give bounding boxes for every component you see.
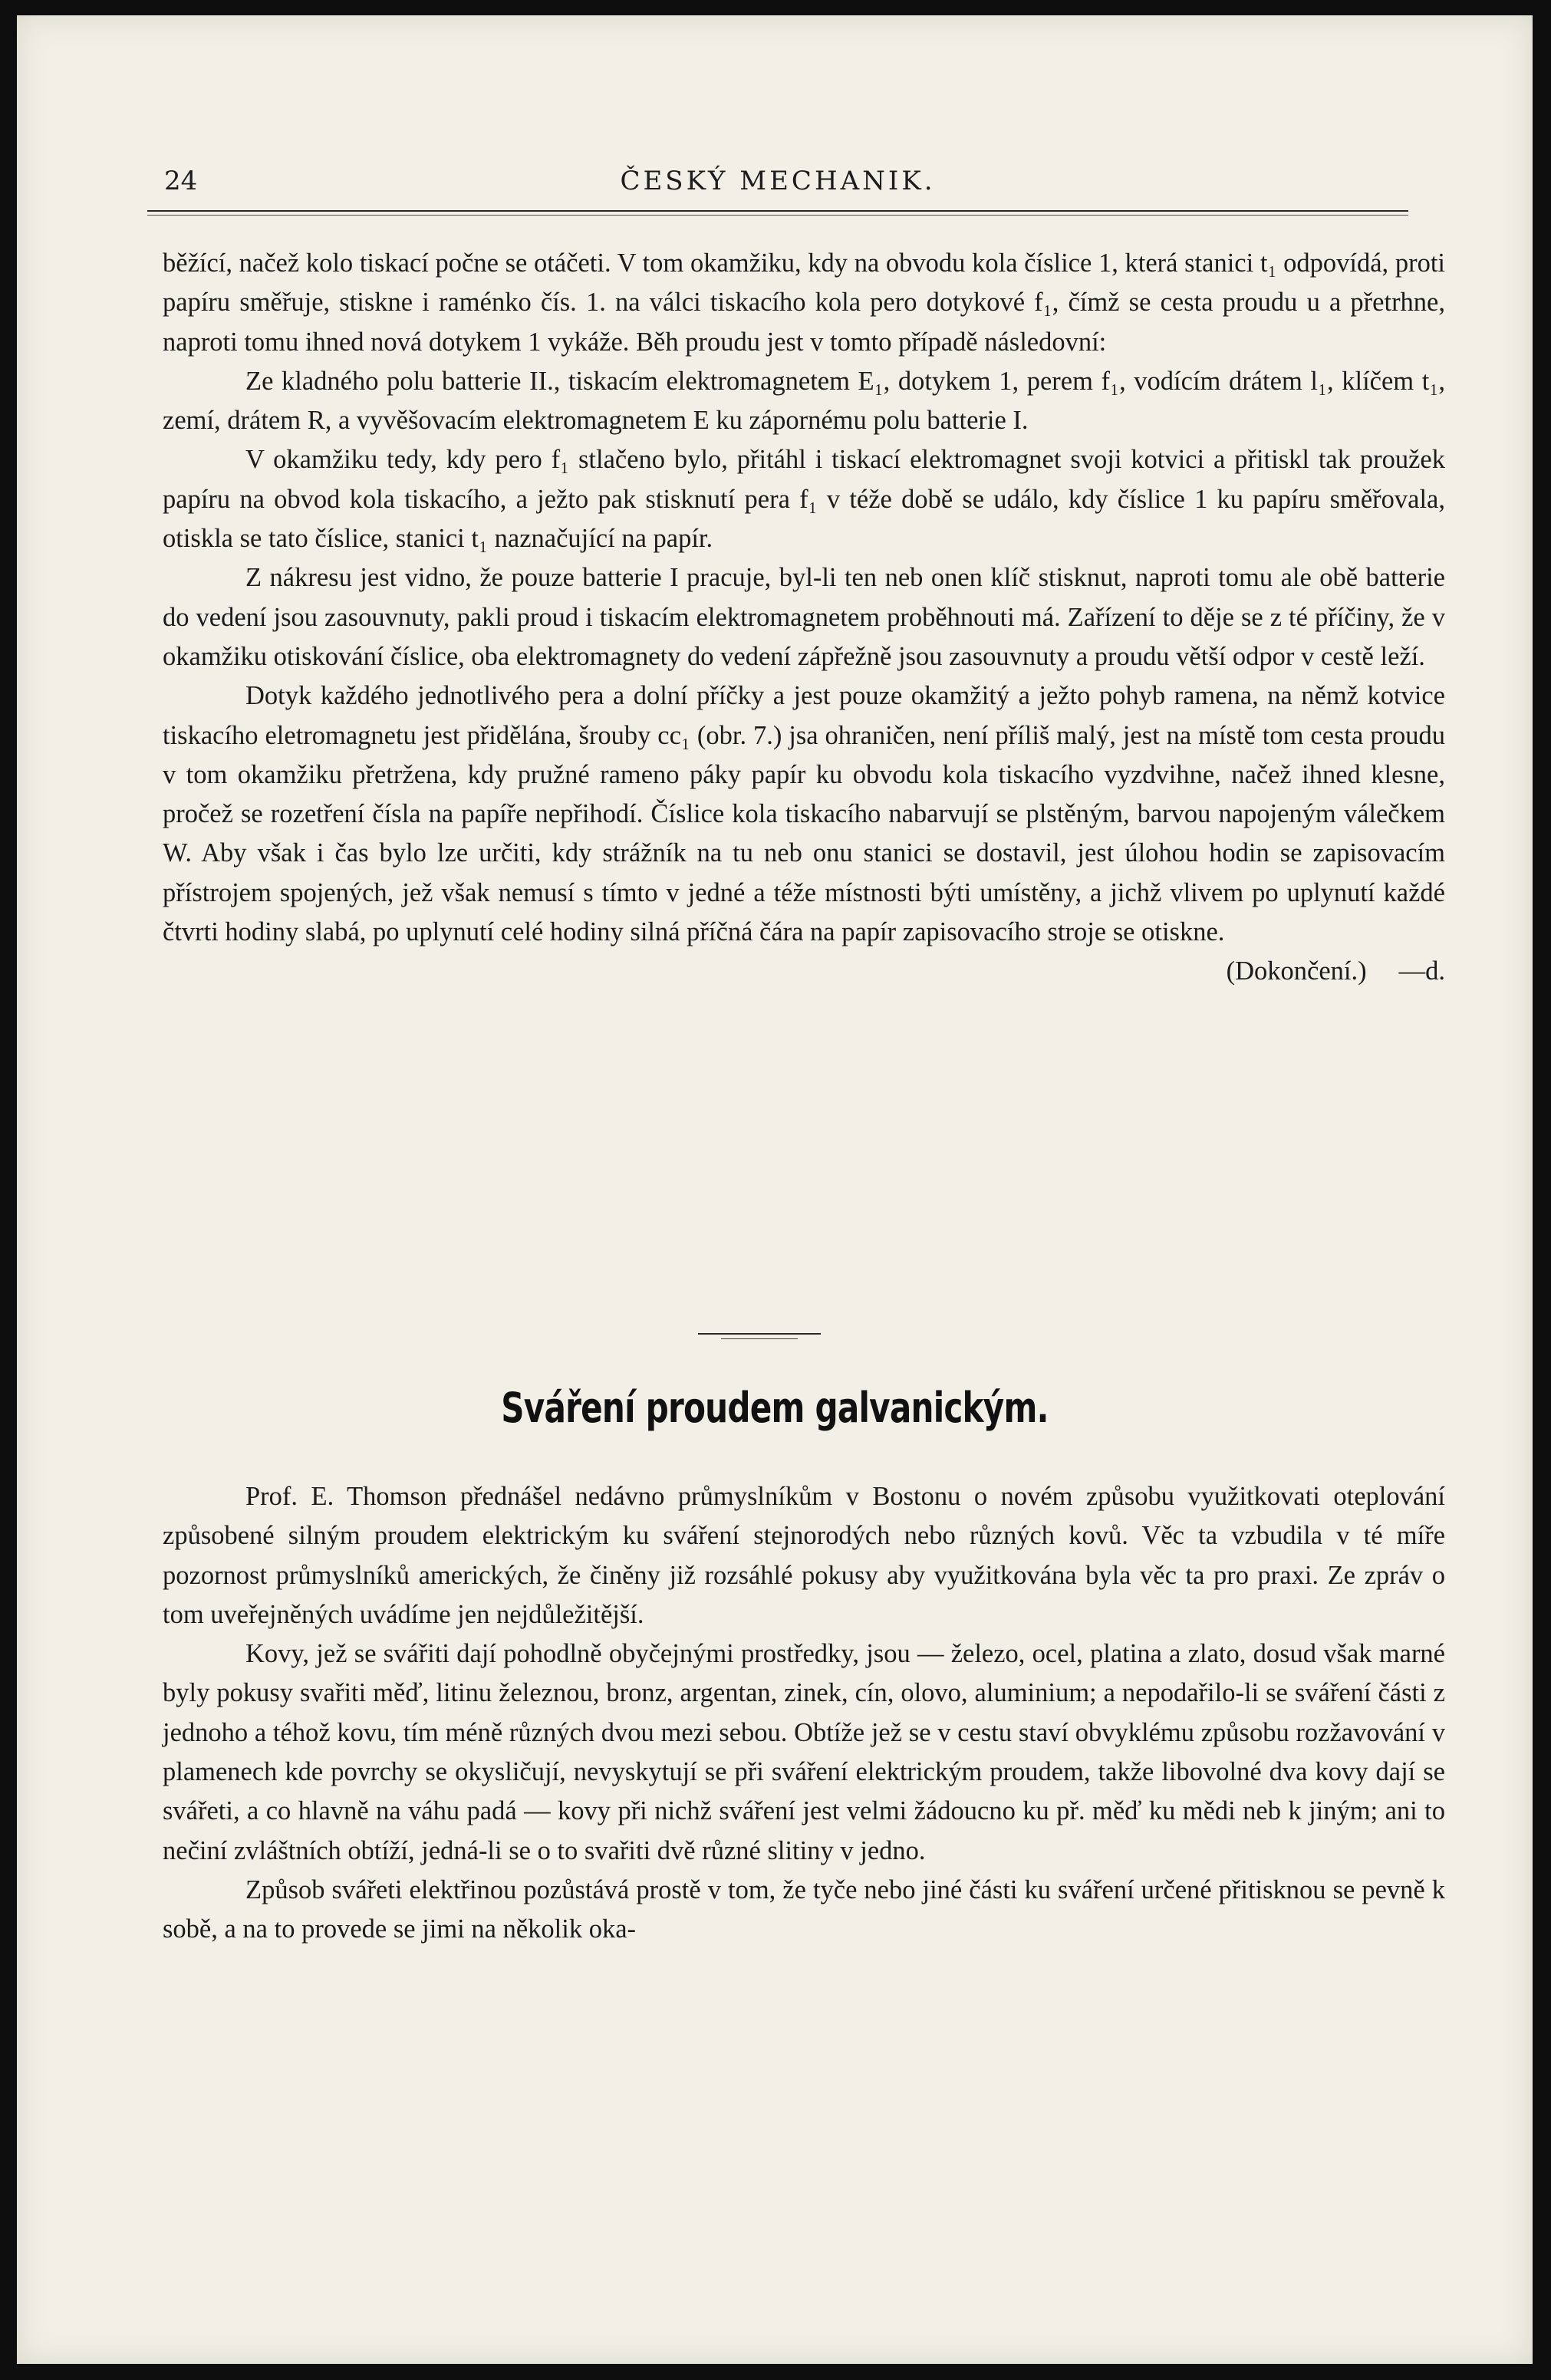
- section-separator: [698, 1333, 821, 1335]
- paragraph: běžící, načež kolo tiskací počne se otáčeti. V tom okamžiku, kdy na obvodu kola číslice 1, která stanici t₁ odpovídá, proti papíru směřuje, stiskne i raménko čís. 1. na válci tiskacího kola pero dotykové f₁, čímž se cesta proudu u a přetrhne, naproti tomu ihned nová dotykem 1 vykáže. Běh proudu jest v tomto případě následovní:: [163, 249, 1445, 357]
- page-header: [147, 166, 1408, 204]
- paragraph: Kovy, jež se svářiti dají pohodlně obyčejnými prostředky, jsou — železo, ocel, platina a zlato, dosud však marné byly pokusy svařiti měď, litinu železnou, bronz, argentan, zinek, cín, olovo, aluminium; a nepodařilo-li se sváření části z jednoho a téhož kovu, tím méně různých dvou mezi sebou. Obtíže jež se v cestu staví obvyklému způsobu rozžavování v plamenech kde povrchy se okysličují, nevyskytují se při sváření elektrickým proudem, takže libovolné dva kovy dají se svářeti, a co hlavně na váhu padá — kovy při nichž sváření jest velmi žádoucno ku př. měď ku mědi neb k jiným; ani to nečiní zvláštních obtíží, jedná-li se o to svařiti dvě různé slitiny v jedno.: [163, 1639, 1445, 1865]
- paragraph: Ze kladného polu batterie II., tiskacím elektromagnetem E₁, dotykem 1, perem f₁, vodícím drátem l₁, klíčem t₁, zemí, drátem R, a vyvěšovacím elektromagnetem E ku zápornému polu batterie I.: [163, 366, 1445, 436]
- article-continued: [163, 244, 1445, 992]
- page-number: 24: [164, 166, 198, 196]
- article-body: [163, 1477, 1445, 1950]
- paragraph: Dotyk každého jednotlivého pera a dolní příčky a jest pouze okamžitý a ježto pohyb ramena, na němž kotvice tiskacího eletromagnetu jest přidělána, šrouby cc₁ (obr. 7.) jsa ohraničen, není příliš malý, jest na místě tom cesta proudu v tom okamžiku přetržena, kdy pružné rameno páky papír ku obvodu kola tiskacího vyzdvihne, načež ihned klesne, pročež se rozetření čísla na papíře nepřihodí. Číslice kola tiskacího nabarvují se plstěným, barvou napojeným válečkem W. Aby však i čas bylo lze určiti, kdy strážník na tu neb onu stanici se dostavil, jest úlohou hodin se zapisovacím přístrojem spojených, jež však nemusí s tímto v jedné a téže místnosti býti umístěny, a jichž vlivem po uplynutí každé čtvrti hodiny slabá, po uplynutí celé hodiny silná příčná čára na papír zapisovacího stroje se otiskne.: [163, 681, 1445, 947]
- header-rule-thin: [147, 215, 1408, 216]
- continuation-note: (Dokončení.): [1226, 956, 1367, 986]
- running-title: ČESKÝ MECHANIK.: [620, 166, 936, 196]
- paragraph: V okamžiku tedy, kdy pero f₁ stlačeno bylo, přitáhl i tiskací elektromagnet svoji kotvici a přitiskl tak proužek papíru na obvod kola tiskacího, a ježto pak stisknutí pera f₁ v téže době se událo, kdy číslice 1 ku papíru směřovala, otiskla se tato číslice, stanici t₁ naznačující na papír.: [163, 445, 1445, 554]
- header-rule: [147, 210, 1408, 212]
- signature-line: [163, 952, 1445, 991]
- author-signature: —d.: [1398, 956, 1445, 986]
- article-title: Sváření proudem galvanickým.: [501, 1384, 1049, 1432]
- paragraph: Z nákresu jest vidno, že pouze batterie I pracuje, byl-li ten neb onen klíč stisknut, naproti tomu ale obě batterie do vedení jsou zasouvnuty, pakli proud i tiskacím elektromagnetem proběhnouti má. Zařízení to děje se z té příčiny, že v okamžiku otiskování číslice, oba elektromagnety do vedení zápřežně jsou zasouvnuty a proudu větší odpor v cestě leží.: [163, 563, 1445, 671]
- paragraph: Způsob svářeti elektřinou pozůstává prostě v tom, že tyče nebo jiné části ku sváření určené přitisknou se pevně k sobě, a na to provede se jimi na několik oka-: [163, 1875, 1445, 1944]
- page: [17, 15, 1533, 2364]
- section-separator-thin: [721, 1338, 798, 1339]
- paragraph: Prof. E. Thomson přednášel nedávno průmyslníkům v Bostonu o novém způsobu využitkovati oteplování způsobené silným proudem elektrickým ku sváření stejnorodých nebo různých kovů. Věc ta vzbudila v té míře pozornost průmyslníků amerických, že činěny již rozsáhlé pokusy aby využitkována byla věc ta pro praxi. Ze zpráv o tom uveřejněných uvádíme jen nejdůležitější.: [163, 1482, 1445, 1629]
